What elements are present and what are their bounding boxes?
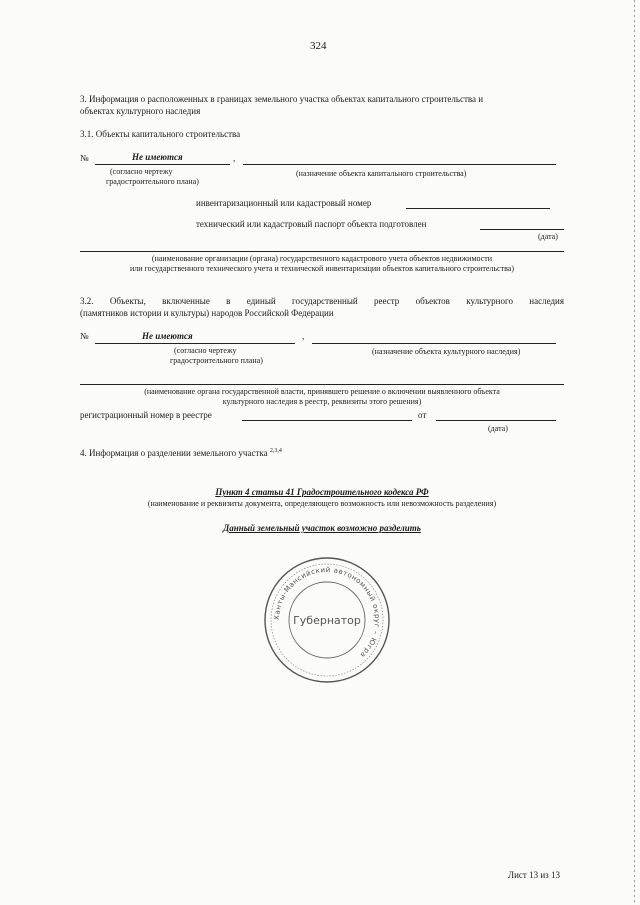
tech-passport-label: технический или кадастровый паспорт объекта подготовлен	[196, 219, 427, 229]
official-seal	[262, 555, 392, 685]
inventory-number-field	[406, 208, 550, 209]
section32-title: 3.2. Объекты, включенные в единый государственный реестр объектов культурного наследия	[80, 296, 564, 306]
seal-center-text: Губернатор	[293, 614, 361, 627]
registry-label: регистрационный номер в реестре	[80, 410, 212, 420]
section3-title: 3. Информация о расположенных в границах земельного участка объектах капитального строительства и	[80, 94, 484, 104]
section4-title-text: 4. Информация о разделении земельного участка	[80, 448, 268, 458]
not-present-value: Не имеются	[132, 152, 183, 162]
svg-text:Ханты-Мансийский автономный ок	[273, 566, 381, 659]
caption-drawing: (согласно чертежу	[174, 346, 237, 355]
from-label: от	[418, 410, 427, 420]
org-caption: или государственного технического учета и технической инвентаризации объектов капитального строительства)	[129, 264, 514, 273]
legal-reference-caption: (наименование и реквизиты документа, определяющего возможность или невозможность разделения)	[147, 499, 497, 508]
authority-caption: (наименование органа государственной власти, принявшего решение о включении выявленного объекта	[144, 387, 500, 396]
caption-purpose: (назначение объекта культурного наследия)	[372, 347, 521, 356]
authority-field	[80, 384, 564, 385]
number-underline	[95, 343, 295, 344]
date-caption: (дата)	[538, 232, 558, 241]
caption-drawing: градостроительного плана)	[106, 177, 199, 186]
section3-title-cont: объектах культурного наследия	[80, 106, 201, 116]
section31-title: 3.1. Объекты капитального строительства	[80, 129, 241, 139]
number-sign: №	[80, 153, 89, 163]
section32-title-cont: (памятников истории и культуры) народов Российской Федерации	[80, 308, 334, 318]
caption-purpose: (назначение объекта капитального строительства)	[296, 169, 467, 178]
caption-drawing: градостроительного плана)	[170, 356, 263, 365]
date-caption: (дата)	[488, 424, 508, 433]
org-caption: (наименование организации (органа) государственного кадастрового учета объектов недвижимости	[151, 254, 493, 263]
section4-footnote-refs: 2,3,4	[269, 448, 282, 454]
seal-outer-text: Ханты-Мансийский автономный округ – Югра	[272, 565, 382, 660]
section4-title	[80, 448, 282, 458]
page-number: 324	[310, 40, 327, 52]
purpose-underline	[243, 164, 556, 165]
number-sign: №	[80, 331, 89, 341]
legal-reference: Пункт 4 статьи 41 Градостроительного кодекса РФ	[215, 487, 429, 497]
number-underline	[95, 164, 230, 165]
caption-drawing: (согласно чертежу	[110, 167, 173, 176]
tech-passport-date-field	[480, 229, 564, 230]
authority-caption: культурного наследия в реестр, реквизиты этого решения)	[222, 397, 422, 406]
registry-date-field	[436, 420, 556, 421]
scan-edge-right	[634, 0, 635, 905]
purpose-underline	[312, 343, 556, 344]
not-present-value: Не имеются	[142, 331, 193, 341]
inventory-number-label: инвентаризационный или кадастровый номер	[196, 198, 372, 208]
organization-field	[80, 251, 564, 252]
division-conclusion: Данный земельный участок возможно разделить	[223, 523, 421, 533]
footer-sheet: Лист 13 из 13	[508, 870, 560, 880]
comma: ,	[302, 331, 305, 341]
comma: ,	[233, 153, 236, 163]
registry-number-field	[242, 420, 412, 421]
